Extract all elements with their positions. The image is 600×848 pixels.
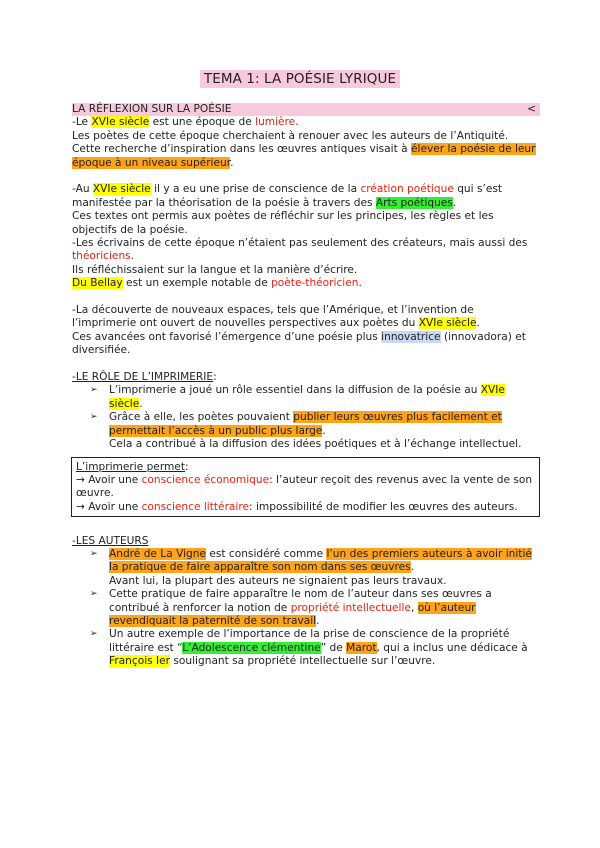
highlight-yellow: Du Bellay (72, 277, 123, 290)
text-run: Ces avancées ont favorisé l’émergence d’une poésie plus (72, 330, 382, 343)
text-run: -La découverte de nouveaux espaces, tels que l’Amérique, et l’invention de l’imprimerie ont ouvert de nouvelles perspectives aux poètes du (72, 304, 474, 330)
highlight-orange: André de La Vigne (109, 547, 206, 560)
arrow-bullet-icon: ➢ (90, 629, 98, 640)
text-run: est une époque de (149, 116, 256, 129)
section-heading-text: -LE RÔLE DE L’IMPRIMERIE (72, 371, 214, 384)
text-run: -Au (72, 183, 93, 196)
red-text: conscience économique (141, 473, 270, 486)
paragraph: Ils réfléchissaient sur la langue et la manière d’écrire. (72, 263, 358, 276)
arrow-bullet-icon: ➢ (90, 412, 98, 423)
text-run: Un autre exemple de l’importance de la prise de conscience de la propriété littéraire est “ (109, 628, 510, 654)
arrow-bullet-icon: ➢ (90, 548, 98, 559)
text-run: -Le (72, 116, 92, 129)
section-heading-text: -LES AUTEURS (72, 534, 149, 547)
list-item (90, 411, 540, 451)
highlight-orange: élever la poésie de leur époque à un niveau supérieur (72, 143, 536, 169)
arrow-bullet-icon: ➢ (90, 589, 98, 600)
section-heading-imprimerie (72, 371, 540, 384)
list-item (90, 548, 540, 588)
highlight-yellow: XVIe siècle (109, 384, 505, 410)
paragraph: Ces textes ont permis aux poètes de réfléchir sur les principes, les règles et les objectifs de la poésie. (72, 210, 494, 236)
red-text: théoriciens (72, 250, 131, 263)
text-run: Cette pratique de faire apparaître le nom de l’auteur dans ses œuvres a contribué à renforcer la notion de (109, 588, 492, 614)
list-item (90, 588, 540, 628)
text-run: ” de (320, 641, 347, 654)
text-run: . (130, 250, 135, 263)
red-text: poète-théoricien (271, 277, 359, 290)
highlight-green: Arts poétiques (375, 196, 453, 209)
text-run: soulignant sa propriété intellectuelle sur l’œuvre. (170, 655, 436, 668)
highlight-orange: où l’auteur revendiquait la paternité de son travail (109, 601, 476, 627)
paragraph: Les poètes de cette époque cherchaient à renouer avec les auteurs de l’Antiquité. (72, 129, 509, 142)
text-run: . (139, 397, 143, 410)
highlight-yellow: XVIe siècle (418, 317, 477, 330)
spacer (72, 170, 540, 183)
text-run: , (410, 601, 418, 614)
text-run: -Les écrivains de cette époque n’étaient pas seulement des créateurs, mais aussi des (72, 237, 528, 250)
section-heading-text: LA RÉFLEXION SUR LA POÉSIE (72, 103, 232, 115)
text-run: Cela a contribué à la diffusion des idées poétiques et à l’échange intellectuel. (109, 438, 522, 451)
highlight-blue: innovatrice (381, 330, 441, 343)
section-heading-auteurs (72, 535, 540, 548)
text-run: Avant lui, la plupart des auteurs ne signaient pas leurs travaux. (109, 574, 447, 587)
bullet-list (72, 548, 540, 669)
highlight-yellow: XVIe siècle (91, 116, 150, 129)
red-text: création poétique (360, 183, 454, 196)
section-heading-reflexion (72, 103, 540, 116)
text-run: : (213, 371, 217, 384)
box-heading (76, 461, 535, 474)
text-run: : (184, 460, 189, 473)
red-text: lumière (255, 116, 296, 129)
list-item (90, 384, 540, 411)
page-title: TEMA 1: LA POÉSIE LYRIQUE (200, 70, 400, 88)
text-run: est un exemple notable de (122, 277, 272, 290)
box-line (76, 474, 535, 501)
highlight-yellow: XVIe siècle (92, 183, 151, 196)
box-heading-text: L’imprimerie permet (76, 460, 185, 473)
text-run: est considéré comme (205, 547, 327, 560)
text-run: . (316, 614, 320, 627)
text-run: (innovadora) et diversifiée. (72, 330, 526, 357)
text-run: . (295, 116, 299, 129)
text-run: . (322, 424, 326, 437)
text-run: Cette recherche d’inspiration dans les œuvres antiques visait à (72, 143, 411, 156)
text-run: Grâce à elle, les poètes pouvaient (109, 411, 294, 424)
text-run: . (452, 196, 457, 209)
paragraph (72, 237, 540, 264)
paragraph (72, 116, 540, 129)
text-run: . (410, 561, 415, 574)
box-line (76, 501, 535, 514)
text-run: L’imprimerie a joué un rôle essentiel dans la diffusion de la poésie au (109, 384, 481, 397)
chevron-left-icon[interactable]: < (527, 103, 536, 115)
document-body (72, 103, 540, 669)
paragraph (72, 277, 540, 290)
text-run: . (476, 317, 480, 330)
text-run: : impossibilité de modifier les œuvres des auteurs. (249, 500, 518, 513)
text-run: . (230, 156, 234, 169)
spacer (72, 358, 540, 371)
info-box (71, 457, 540, 518)
spacer (72, 521, 540, 534)
highlight-orange: Marot (346, 641, 377, 654)
arrow-bullet-icon: ➢ (90, 385, 98, 396)
paragraph (72, 143, 540, 170)
text-run: . (358, 277, 362, 290)
text-run: → Avoir une (76, 473, 142, 486)
list-item (90, 628, 540, 668)
text-run: qui s’est manifestée par la théorisation de la poésie à travers des (72, 183, 503, 209)
red-text: propriété intellectuelle (290, 601, 411, 614)
highlight-green: L’Adolescence clémentine (182, 641, 321, 654)
highlight-yellow: François Ier (109, 655, 171, 668)
text-run: il y a eu une prise de conscience de la (150, 183, 361, 196)
highlight-orange: publier leurs œuvres plus facilement et permettait l’accès à un public plus large (109, 411, 502, 437)
paragraph (72, 304, 540, 331)
bullet-list (72, 384, 540, 451)
text-run: , qui a inclus une dédicace à (376, 641, 528, 654)
highlight-orange: l’un des premiers auteurs à avoir initié la pratique de faire apparaître son nom dans ses œuvres (109, 547, 532, 574)
paragraph (72, 331, 540, 358)
red-text: conscience littéraire (141, 500, 250, 513)
spacer (72, 291, 540, 304)
paragraph (72, 183, 540, 210)
title-wrap (0, 68, 600, 88)
text-run: → Avoir une (76, 500, 142, 513)
text-run: : l’auteur reçoit des revenus avec la vente de son œuvre. (76, 473, 533, 500)
